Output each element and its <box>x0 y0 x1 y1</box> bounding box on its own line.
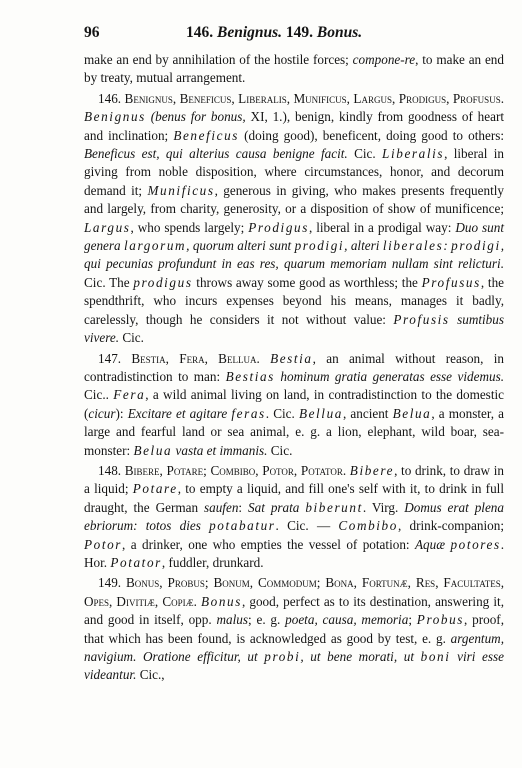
entry-147-heading: 147. Bestia, Fera, Bellua. <box>98 350 260 366</box>
running-header <box>84 24 494 46</box>
entry-148: 148. Bibere, Potare; Combibo, Potor, Potator. Bibere, to drink, to draw in a liquid; Potare, to empty a liquid, and fill one's self with it, to drink in full draught, the German saufen: Sat prata biberunt. Virg. Domus erat plena ebriorum: totos dies potabatur. Cic. — Combibo, drink-companion; Potor, a drinker, one who empties the vessel of potation: Aquæ potores. Hor. Potator, fuddler, drunkard. <box>84 462 505 570</box>
entry-149: 149. Bonus, Probus; Bonum, Commodum; Bona, Fortunæ, Res, Facultates, Opes, Divitiæ, Copiæ. Bonus, good, perfect as to its destination, answering it, and good in itself, opp. malus; e. g. poeta, causa, memoria; Probus, proof, that which has been found, is acknowledged as good by test, e. g. argentum, navigium. Oratione efficitur, ut probi, ut bene morati, ut boni viri esse videantur. Cic., <box>84 575 504 683</box>
running-head-title: 146. Benignus. 149. Bonus. <box>186 24 363 41</box>
entry-149-heading: 149. Bonus, Probus; Bonum, Commodum; Bona, Fortunæ, Res, Facultates, Opes, Divitiæ, Copiæ. <box>84 575 504 609</box>
entry-146: 146. Benignus, Beneficus, Liberalis, Munificus, Largus, Prodigus, Profusus. Benignus (benus for bonus, XI, 1.), benign, kindly from goodness of heart and inclination; Beneficus (doing good), beneficent, doing good to others: Beneficus est, qui alterius causa benigne facit. Cic. Liberalis, liberal in giving from noble disposition, where circumstances, honor, and decorum demand it; Munificus, generous in giving, who makes presents frequently and largely, from charity, generosity, or a disposition of show of munificence; Largus, who spends largely; Prodigus, liberal in a prodigal way: Duo sunt genera largorum, quorum alteri sunt prodigi, alteri liberales: prodigi, qui pecunias profundunt in eas res, quarum memoriam nullam sint relicturi. Cic. The prodigus throws away some good as worthless; the Profusus, the spendthrift, who incurs expenses beyond his means, manages it badly, carelessly, though he considers it not without value: Profusis sumtibus vivere. Cic. <box>84 90 505 346</box>
page-number: 96 <box>84 24 100 41</box>
entry-148-heading: 148. Bibere, Potare; Combibo, Potor, Potator. <box>98 462 347 478</box>
intro-paragraph: make an end by annihilation of the hostile forces; compone-re, to make an end by treaty, mutual arrangement. <box>84 52 504 86</box>
entry-147: 147. Bestia, Fera, Bellua. Bestia, an animal without reason, in contradistinction to man: Bestias hominum gratia generatas esse videmus. Cic.. Fera, a wild animal living on land, in contradistinction to the domestic (cicur): Excitare et agitare feras. Cic. Bellua, ancient Belua, a monster, a large and fearful land or sea animal, e. g. a lion, elephant, wild boar, sea-monster: Belua vasta et immanis. Cic. <box>84 350 505 458</box>
body-text <box>84 51 504 685</box>
entry-146-heading: 146. Benignus, Beneficus, Liberalis, Munificus, Largus, Prodigus, Profusus. <box>98 90 504 106</box>
